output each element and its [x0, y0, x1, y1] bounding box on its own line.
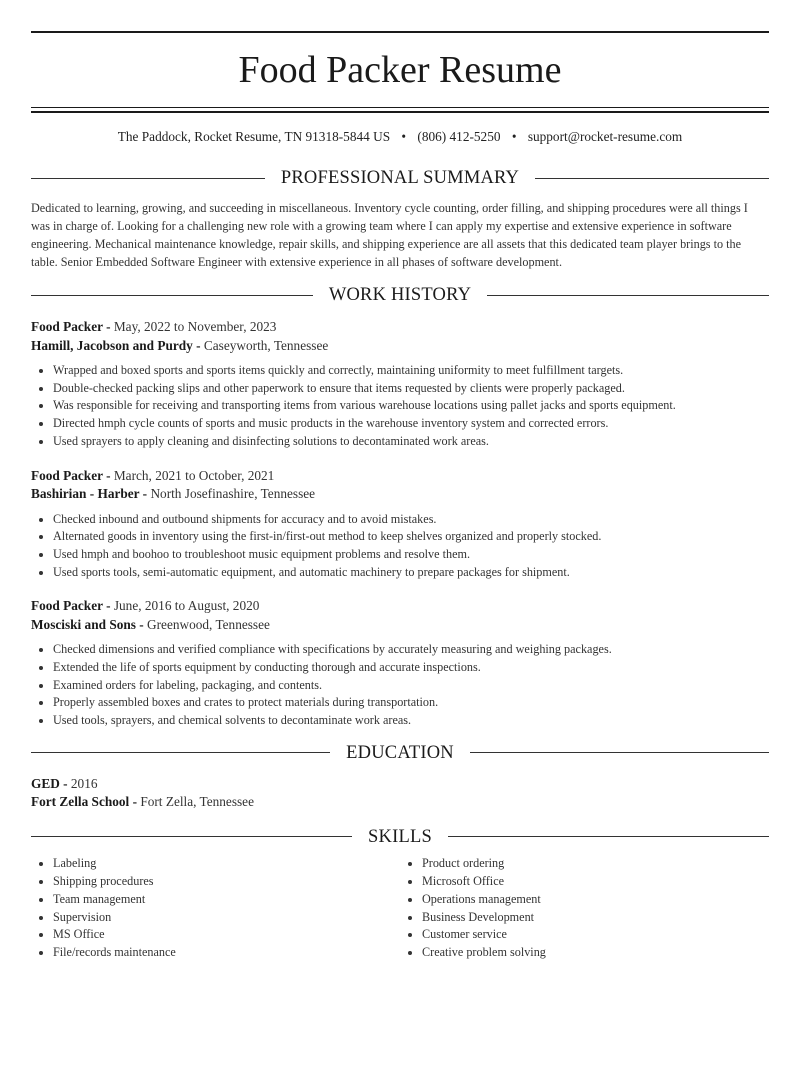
section-heading-skills [31, 825, 769, 849]
section-heading-work-history [31, 283, 769, 307]
resume-page [0, 31, 800, 962]
list-item: • Wrapped and boxed sports and sports items quickly and correctly, maintaining uniformity to meet fulfillment targets. [53, 362, 769, 380]
section-heading-summary [31, 166, 769, 190]
divider-line [470, 752, 769, 753]
job-company-line [31, 616, 769, 635]
contact-email[interactable]: support@rocket-resume.com [527, 129, 683, 144]
skill-item: • MS Office [53, 926, 400, 944]
job-entry [31, 597, 769, 730]
section-title: EDUCATION [346, 742, 454, 763]
company-location: Greenwood, Tennessee [147, 616, 270, 632]
dash: - [102, 319, 114, 334]
graduation-year: 2016 [70, 775, 98, 791]
dash: - [139, 486, 151, 502]
dash: - [135, 616, 148, 632]
divider-line [31, 295, 313, 296]
job-title-line [31, 467, 769, 486]
divider-line [31, 752, 330, 753]
list-item: • Alternated goods in inventory using the first-in/first-out method to keep shelves organized and properly stocked. [53, 528, 769, 546]
list-item: • Checked dimensions and verified compliance with specifications by accurately measuring and weighing packages. [53, 641, 769, 659]
summary-text: Dedicated to learning, growing, and succeeding in miscellaneous. Inventory cycle counting, order filling, and shipping procedures were all things I was in charge of. Looking for a challenging new role with a growing team where I can apply my expertise and extensive experience in software engineering. Mechanical maintenance knowledge, repair skills, and shipping experience are all assets that this dedicated team player brings to the table. Senior Embedded Software Engineer with extensive experience in all phases of software development. [31, 201, 748, 269]
list-item: • Used sports tools, semi-automatic equipment, and automatic machinery to prepare packages for shipment. [53, 564, 769, 582]
section-title: WORK HISTORY [328, 285, 472, 305]
job-entry [31, 318, 769, 451]
skill-item: • Supervision [53, 909, 400, 927]
job-title: Food Packer [31, 319, 103, 334]
skills-columns [31, 855, 769, 962]
job-company-line [31, 337, 769, 356]
contact-address: The Paddock, Rocket Resume, TN 91318-5844 US [117, 129, 391, 144]
section-title: SKILLS [368, 826, 432, 847]
dash: - [59, 775, 71, 791]
list-item: • Double-checked packing slips and other paperwork to ensure that items requested by clients were properly packaged. [53, 380, 769, 398]
skill-item: • Customer service [422, 926, 769, 944]
contact-phone: (806) 412-5250 [417, 129, 501, 144]
divider-line [535, 178, 769, 179]
list-item: • Used sprayers to apply cleaning and disinfecting solutions to decontaminated work areas. [53, 433, 769, 451]
skill-item: • Operations management [422, 891, 769, 909]
dash: - [129, 794, 141, 810]
section-heading-education [31, 741, 769, 765]
company-location: North Josefinashire, Tennessee [150, 486, 316, 502]
company-name: Bashirian - Harber [31, 486, 140, 502]
job-entry [31, 467, 769, 582]
skill-item: • File/records maintenance [53, 944, 400, 962]
job-title-line [31, 597, 769, 616]
job-bullets [31, 362, 769, 451]
job-bullets [31, 641, 769, 730]
section-title: PROFESSIONAL SUMMARY [280, 168, 520, 188]
list-item: • Examined orders for labeling, packaging, and contents. [53, 677, 769, 695]
skills-list-left [31, 855, 400, 962]
school-name: Fort Zella School [31, 794, 130, 810]
skill-item: • Shipping procedures [53, 873, 400, 891]
school-line [31, 793, 769, 812]
school-location: Fort Zella, Tennessee [140, 794, 254, 810]
degree: GED [31, 775, 60, 791]
dash: - [102, 467, 114, 483]
top-rule [31, 31, 769, 33]
list-item: • Used tools, sprayers, and chemical solvents to decontaminate work areas. [53, 712, 769, 730]
job-dates: May, 2022 to November, 2023 [113, 319, 277, 334]
skill-item: • Creative problem solving [422, 944, 769, 962]
skill-item: • Product ordering [422, 855, 769, 873]
job-dates: June, 2016 to August, 2020 [113, 598, 260, 614]
skill-item: • Microsoft Office [422, 873, 769, 891]
bullet-separator: • [401, 129, 407, 144]
page-title: Food Packer Resume [238, 49, 562, 91]
skill-item: • Business Development [422, 909, 769, 927]
job-title-line [31, 318, 769, 337]
contact-line [31, 128, 769, 146]
list-item: • Properly assembled boxes and crates to protect materials during transportation. [53, 694, 769, 712]
divider-line [487, 295, 769, 296]
skills-list-right [400, 855, 769, 962]
job-bullets [31, 511, 769, 582]
education-entry [31, 775, 769, 812]
bullet-separator: • [511, 129, 517, 144]
dash: - [102, 598, 114, 614]
list-item: • Was responsible for receiving and transporting items from various warehouse locations using pallet jacks and sports equipment. [53, 397, 769, 415]
list-item: • Extended the life of sports equipment by conducting thorough and accurate inspections. [53, 659, 769, 677]
job-company-line [31, 485, 769, 504]
divider-line [31, 836, 352, 837]
list-item: • Checked inbound and outbound shipments for accuracy and to avoid mistakes. [53, 511, 769, 529]
company-name: Mosciski and Sons [31, 616, 136, 632]
skill-item: • Labeling [53, 855, 400, 873]
list-item: • Directed hmph cycle counts of sports and music products in the warehouse inventory system and corrected errors. [53, 415, 769, 433]
divider-line [448, 836, 769, 837]
skill-item: • Team management [53, 891, 400, 909]
degree-line [31, 775, 769, 794]
job-title: Food Packer [31, 598, 103, 614]
company-location: Caseyworth, Tennessee [203, 337, 329, 353]
job-title: Food Packer [31, 467, 103, 483]
divider-line [31, 178, 265, 179]
job-dates: March, 2021 to October, 2021 [113, 467, 275, 483]
title-double-rule [31, 107, 769, 113]
dash: - [192, 337, 204, 353]
company-name: Hamill, Jacobson and Purdy [31, 337, 193, 353]
list-item: • Used hmph and boohoo to troubleshoot music equipment problems and resolve them. [53, 546, 769, 564]
